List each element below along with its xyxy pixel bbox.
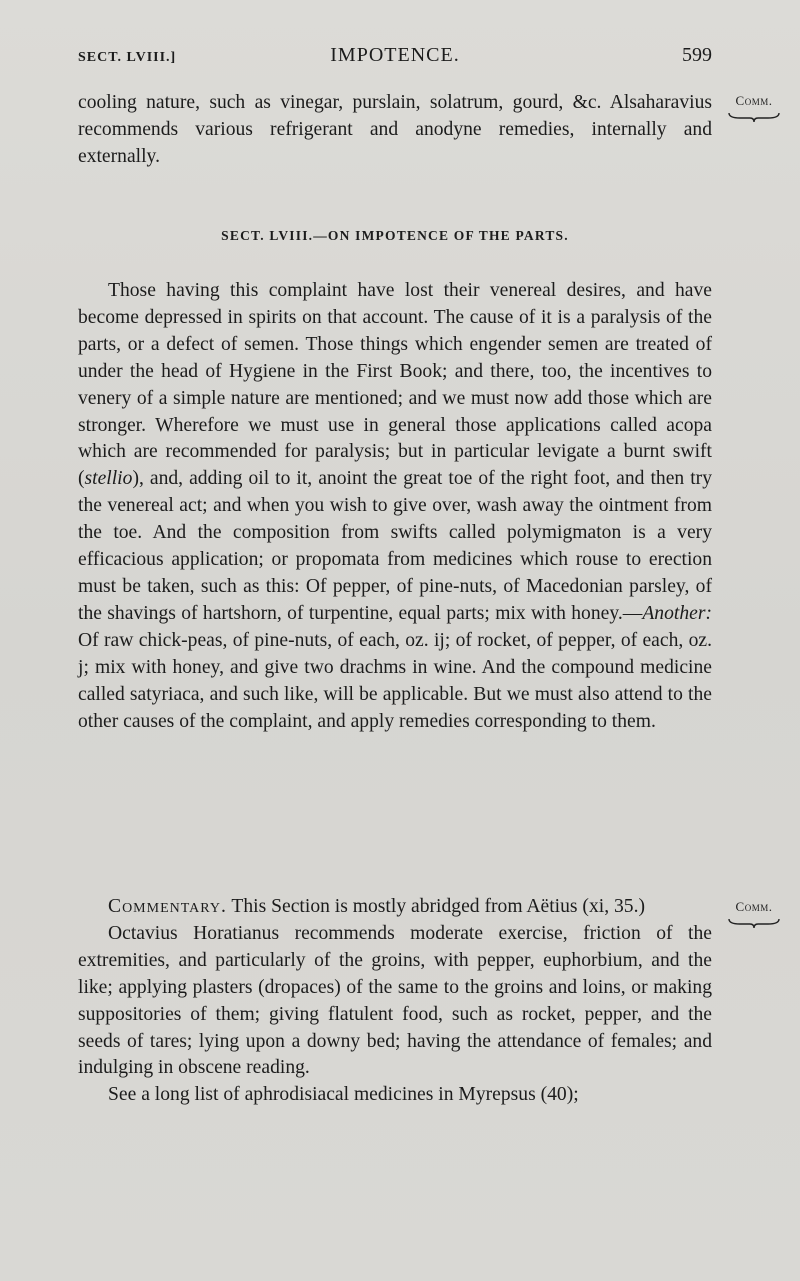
main-paragraph-text [78,278,712,735]
main-paragraph [78,278,712,735]
commentary-paragraph [78,894,712,921]
main-text-italic-stellio: stellio [84,468,133,490]
intro-paragraph [78,90,712,171]
running-header [78,44,712,72]
closing-paragraph: See a long list of aphrodisiacal medicines in Myrepsus (40); [108,1084,579,1106]
header-title: IMPOTENCE. [330,44,460,66]
commentary-text: This Section is mostly abridged from Aëtius (xi, 35.) [226,896,646,917]
commentary-section [78,894,712,1109]
section-title: SECT. LVIII.—ON IMPOTENCE OF THE PARTS. [221,228,569,243]
page-number: 599 [682,44,712,66]
margin-note-label: Comm. [735,899,773,914]
main-text-part2: ), and, adding oil to it, anoint the great toe of the right foot, and then try the venereal act; and when you wish to give over, wash away the ointment from the toe. And the composition from swifts called polymigmaton is a very efficacious application; or propomata from medicines which rouse to erection must be taken, such as this: Of pepper, of pine-nuts, of Macedonian parsley, of the shavings of hartshorn, of turpentine, equal parts; mix with honey.— [78,468,712,624]
header-section-ref: SECT. LVIII.] [78,50,177,65]
intro-paragraph-text: cooling nature, such as vinegar, purslain, solatrum, gourd, &c. Alsaharavius recommends various refrigerant and anodyne remedies, internally and externally. [78,92,712,167]
commentary-label: Commentary. [108,896,227,917]
octavius-paragraph: Octavius Horatianus recommends moderate exercise, friction of the extremities, and particularly of the groins, with pepper, euphorbium, and the like; applying plasters (dropaces) of the same to the groins and loins, or making suppositories of them; giving flatulent food, such as rocket, pepper, and the seeds of tares; lying upon a downy bed; having the attendance of females; and indulging in obscene reading. [78,922,712,1079]
margin-note-comm-top [718,93,790,123]
brace-icon [728,111,780,123]
margin-note-label: Comm. [735,93,773,108]
main-text-part1: Those having this complaint have lost their venereal desires, and have become depressed in spirits on that account. The cause of it is a paralysis of the parts, or a defect of semen. Those things which engender semen are treated of under the head of Hygiene in the First Book; and there, too, the incentives to venery of a simple nature are mentioned; and we must now add those which are stronger. Wherefore we must use in general those applications called acopa which are recommended for paralysis; but in particular levigate a burnt swift ( [78,280,712,490]
margin-note-comm-middle [718,899,790,929]
main-text-italic-another: Another: [642,602,712,624]
main-text-part3: Of raw chick-peas, of pine-nuts, of each, oz. ij; of rocket, of pepper, of each, oz. j; mix with honey, and give two drachms in wine. And the compound medicine called satyriaca, and such like, will be applicable. But we must also attend to the other causes of the complaint, and apply remedies corresponding to them. [78,629,712,732]
brace-icon [728,917,780,929]
